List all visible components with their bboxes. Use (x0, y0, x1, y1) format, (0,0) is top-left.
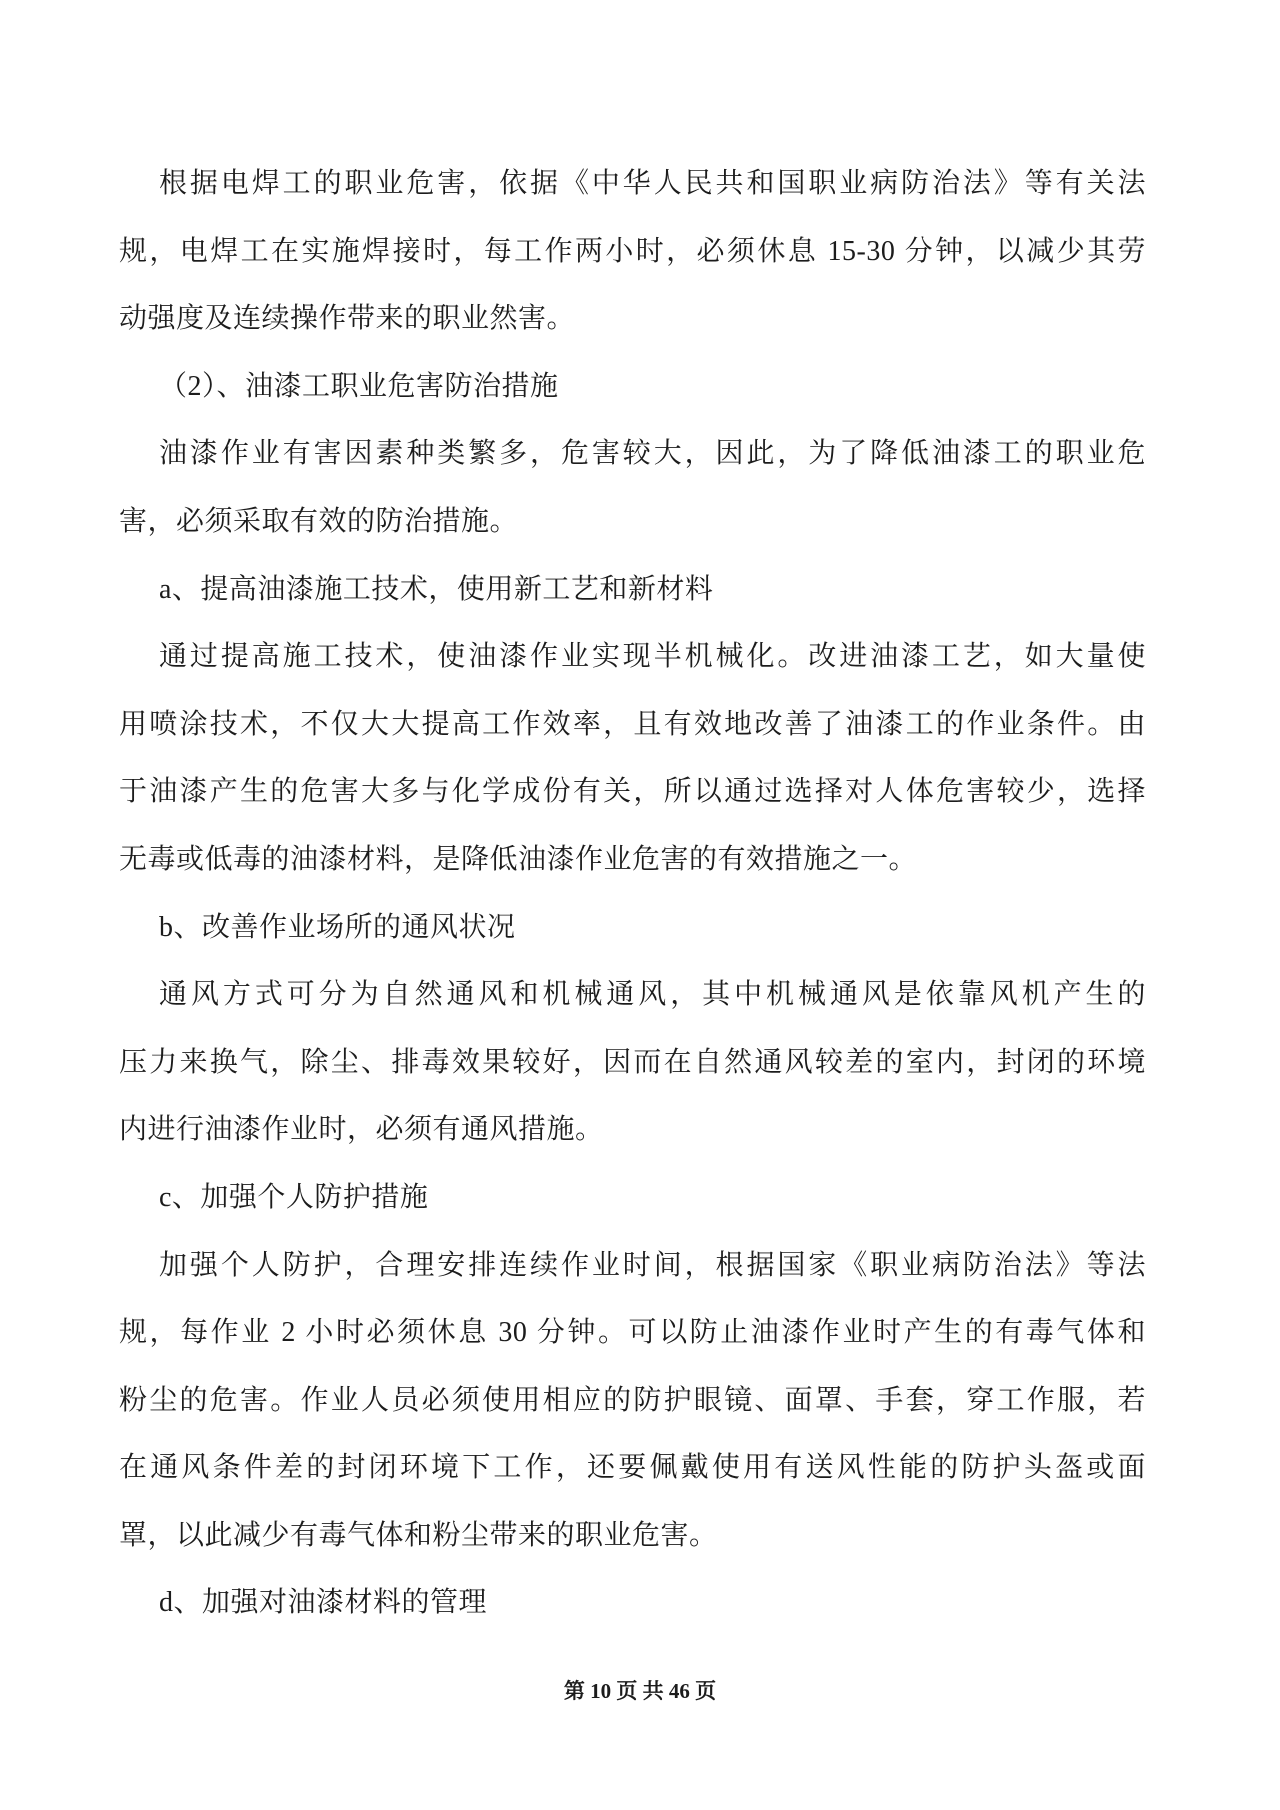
text-line: 无毒或低毒的油漆材料，是降低油漆作业危害的有效措施之一。 (119, 843, 918, 875)
text-line: 在通风条件差的封闭环境下工作，还要佩戴使用有送风性能的防护头盔或面 (119, 1452, 1146, 1484)
section-heading: a、提高油漆施工技术，使用新工艺和新材料 (159, 573, 714, 605)
text-line: 通过提高施工技术，使油漆作业实现半机械化。改进油漆工艺，如大量使 (159, 641, 1146, 673)
section-heading: d、加强对油漆材料的管理 (159, 1587, 488, 1619)
text-line: 规，电焊工在实施焊接时，每工作两小时，必须休息 15-30 分钟，以减少其劳 (119, 235, 1146, 267)
text-line: 油漆作业有害因素种类繁多，危害较大，因此，为了降低油漆工的职业危 (159, 438, 1146, 470)
text-line: 通风方式可分为自然通风和机械通风，其中机械通风是依靠风机产生的 (159, 979, 1146, 1011)
text-line: 害，必须采取有效的防治措施。 (119, 505, 519, 537)
page-footer: 第 10 页 共 46 页 (563, 1679, 717, 1703)
text-line: 内进行油漆作业时，必须有通风措施。 (119, 1114, 604, 1146)
text-line: 根据电焊工的职业危害，依据《中华人民共和国职业病防治法》等有关法 (159, 168, 1146, 199)
text-line: 规，每作业 2 小时必须休息 30 分钟。可以防止油漆作业时产生的有毒气体和 (119, 1317, 1146, 1349)
text-line: 加强个人防护，合理安排连续作业时间，根据国家《职业病防治法》等法 (159, 1249, 1146, 1281)
text-line: 压力来换气，除尘、排毒效果较好，因而在自然通风较差的室内，封闭的环境 (119, 1046, 1146, 1078)
text-line: 动强度及连续操作带来的职业然害。 (119, 303, 576, 335)
text-line: 用喷涂技术，不仅大大提高工作效率，且有效地改善了油漆工的作业条件。由 (119, 708, 1146, 740)
section-heading: （2）、油漆工职业危害防治措施 (159, 370, 559, 402)
text-line: 粉尘的危害。作业人员必须使用相应的防护眼镜、面罩、手套，穿工作服，若 (119, 1384, 1146, 1416)
text-line: 罩，以此减少有毒气体和粉尘带来的职业危害。 (119, 1519, 718, 1551)
text-line: 于油漆产生的危害大多与化学成份有关，所以通过选择对人体危害较少，选择 (119, 776, 1146, 808)
document-body (119, 150, 1146, 1637)
section-heading: c、加强个人防护措施 (159, 1181, 429, 1213)
section-heading: b、改善作业场所的通风状况 (159, 911, 516, 943)
